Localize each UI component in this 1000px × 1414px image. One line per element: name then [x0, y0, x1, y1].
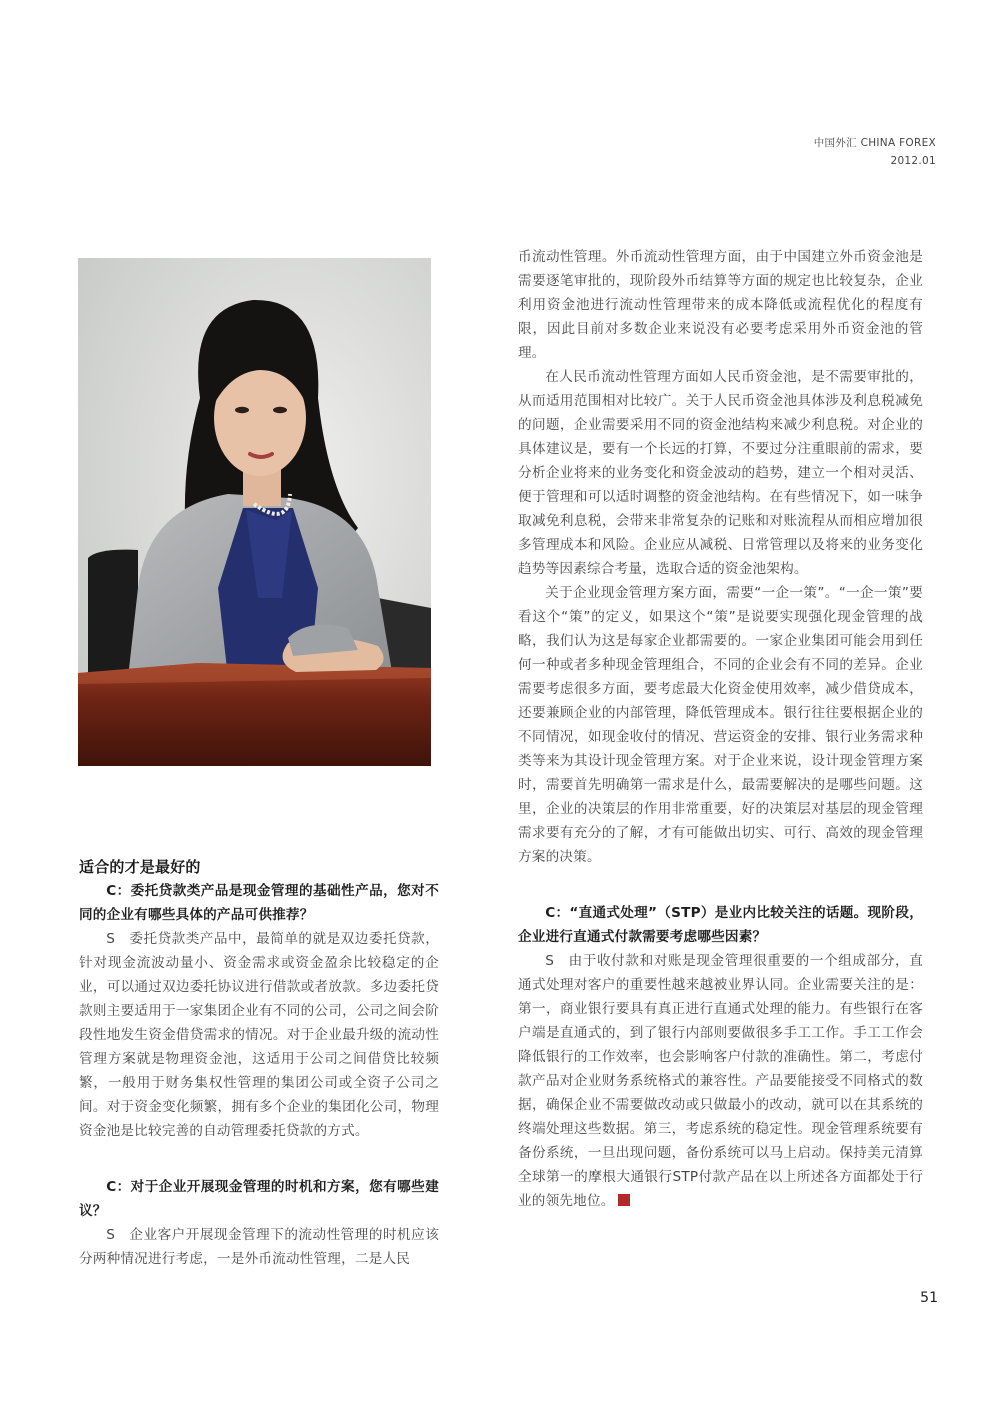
answer-1: S 委托贷款类产品中，最简单的就是双边委托贷款，针对现金流波动量小、资金需求或资金盈余比较稳定的企业，可以通过双边委托协议进行借款或者放款。多边委托贷款则主要适用于一家集团企业有不同的公司，公司之间会阶段性地发生资金借贷需求的情况。对于企业最升级的流动性管理方案就是物理资金池，这适用于公司之间借贷比较频繁，一般用于财务集权性管理的集团公司或全资子公司之间。对于资金变化频繁，拥有多个企业的集团化公司，物理资金池是比较完善的自动管理委托贷款的方式。 [79, 931, 439, 1139]
page-number: 51 [920, 1290, 938, 1306]
end-mark-icon [618, 1194, 630, 1206]
answer-3-text: S 由于收付款和对账是现金管理很重要的一个组成部分，直通式处理对客户的重要性越来越被业界认同。企业需要关注的是：第一，商业银行要具有真正进行直通式处理的能力。有些银行在客户端是直通式的，到了银行内部则要做很多手工工作。手工工作会降低银行的工作效率，也会影响客户付款的准确性。第二，考虑付款产品对企业财务系统格式的兼容性。产品要能接受不同格式的数据，确保企业不需要做改动或只做最小的改动，就可以在其系统的终端处理这些数据。第三，考虑系统的稳定性。现金管理系统要有备份系统，一旦出现问题，备份系统可以马上启动。保持美元清算全球第一的摩根大通银行STP付款产品在以上所述各方面都处于行业的领先地位。 [518, 953, 923, 1209]
answer-2-continued: 币流动性管理。外币流动性管理方面，由于中国建立外币资金池是需要逐笔审批的，现阶段外币结算等方面的规定也比较复杂，企业利用资金池进行流动性管理带来的成本降低或流程优化的程度有限，因此目前对多数企业来说没有必要考虑采用外币资金池的管理。 [518, 249, 923, 361]
magazine-name: 中国外汇 CHINA FOREX [813, 137, 936, 149]
paragraph-rmb-pool: 在人民币流动性管理方面如人民币资金池，是不需要审批的，从而适用范围相对比较广。关于人民币资金池具体涉及利息税减免的问题，企业需要采用不同的资金池结构来减少利息税。对企业的具体建议是，要有一个长远的打算，不要过分注重眼前的需求，要分析企业将来的业务变化和资金波动的趋势，建立一个相对灵活、便于管理和可以适时调整的资金池结构。在有些情况下，如一味争取减免利息税，会带来非常复杂的记账和对账流程从而相应增加很多管理成本和风险。企业应从减税、日常管理以及将来的业务变化趋势等因素综合考量，选取合适的资金池架构。 [518, 369, 923, 577]
right-text-column [518, 245, 923, 1213]
section-heading: 适合的才是最好的 [79, 858, 201, 876]
portrait-photo [78, 258, 431, 766]
answer-2-start: S 企业客户开展现金管理下的流动性管理的时机应该分两种情况进行考虑，一是外币流动性管理，二是人民 [79, 1227, 439, 1267]
left-text-column [79, 855, 439, 1271]
question-3: C：“直通式处理”（STP）是业内比较关注的话题。现阶段，企业进行直通式付款需要考虑哪些因素？ [518, 905, 923, 945]
issue-date: 2012.01 [890, 155, 936, 167]
answer-3 [518, 949, 923, 1213]
paragraph-one-policy: 关于企业现金管理方案方面，需要“一企一策”。“一企一策”要看这个“策”的定义，如果这个“策”是说要实现强化现金管理的战略，我们认为这是每家企业都需要的。一家企业集团可能会用到任何一种或者多种现金管理组合，不同的企业会有不同的差异。企业需要考虑很多方面，要考虑最大化资金使用效率，减少借贷成本，还要兼顾企业的内部管理，降低管理成本。银行往往要根据企业的不同情况，如现金收付的情况、营运资金的安排、银行业务需求种类等来为其设计现金管理方案。对于企业来说，设计现金管理方案时，需要首先明确第一需求是什么，最需要解决的是哪些问题。这里，企业的决策层的作用非常重要，好的决策层对基层的现金管理需求要有充分的了解，才有可能做出切实、可行、高效的现金管理方案的决策。 [518, 585, 923, 865]
question-2: C：对于企业开展现金管理的时机和方案，您有哪些建议？ [79, 1179, 439, 1219]
question-1: C：委托贷款类产品是现金管理的基础性产品，您对不同的企业有哪些具体的产品可供推荐？ [79, 883, 439, 923]
running-header [814, 134, 936, 170]
